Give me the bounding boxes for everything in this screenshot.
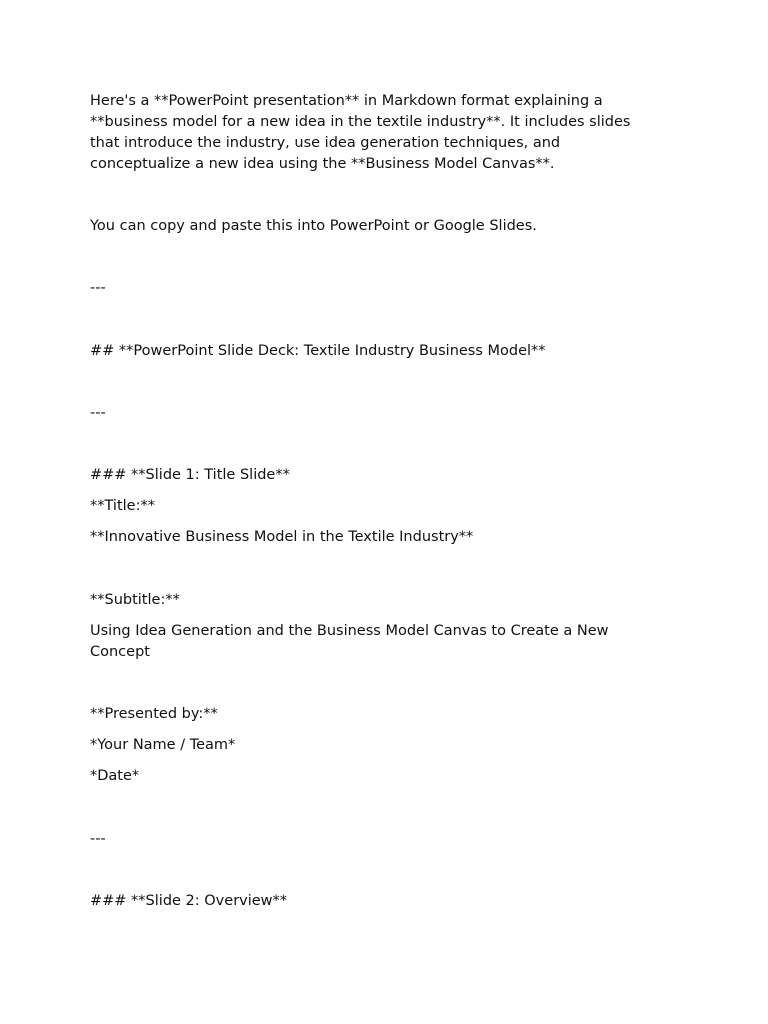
deck-heading: ## **PowerPoint Slide Deck: Textile Industry Business Model** (90, 343, 546, 359)
subtitle-label: **Subtitle:** (90, 592, 180, 608)
presentation-date: *Date* (90, 768, 140, 784)
intro-line-4: conceptualize a new idea using the **Business Model Canvas**. (90, 156, 555, 172)
slide-2-heading: ### **Slide 2: Overview** (90, 893, 288, 909)
intro-line-2: **business model for a new idea in the textile industry**. It includes slides (90, 114, 631, 130)
copy-paste-line: You can copy and paste this into PowerPoint or Google Slides. (90, 218, 537, 234)
presenter-name: *Your Name / Team* (90, 737, 236, 753)
separator-3: --- (90, 831, 106, 847)
slide-1-heading: ### **Slide 1: Title Slide** (90, 467, 290, 483)
subtitle-value-line-2: Concept (90, 644, 150, 660)
separator-1: --- (90, 280, 106, 296)
separator-2: --- (90, 405, 106, 421)
subtitle-value-line-1: Using Idea Generation and the Business Model Canvas to Create a New (90, 623, 609, 639)
presented-by-label: **Presented by:** (90, 706, 218, 722)
title-value: **Innovative Business Model in the Textile Industry** (90, 529, 474, 545)
intro-line-1: Here's a **PowerPoint presentation** in Markdown format explaining a (90, 93, 603, 109)
title-label: **Title:** (90, 498, 155, 514)
intro-line-3: that introduce the industry, use idea generation techniques, and (90, 135, 561, 151)
